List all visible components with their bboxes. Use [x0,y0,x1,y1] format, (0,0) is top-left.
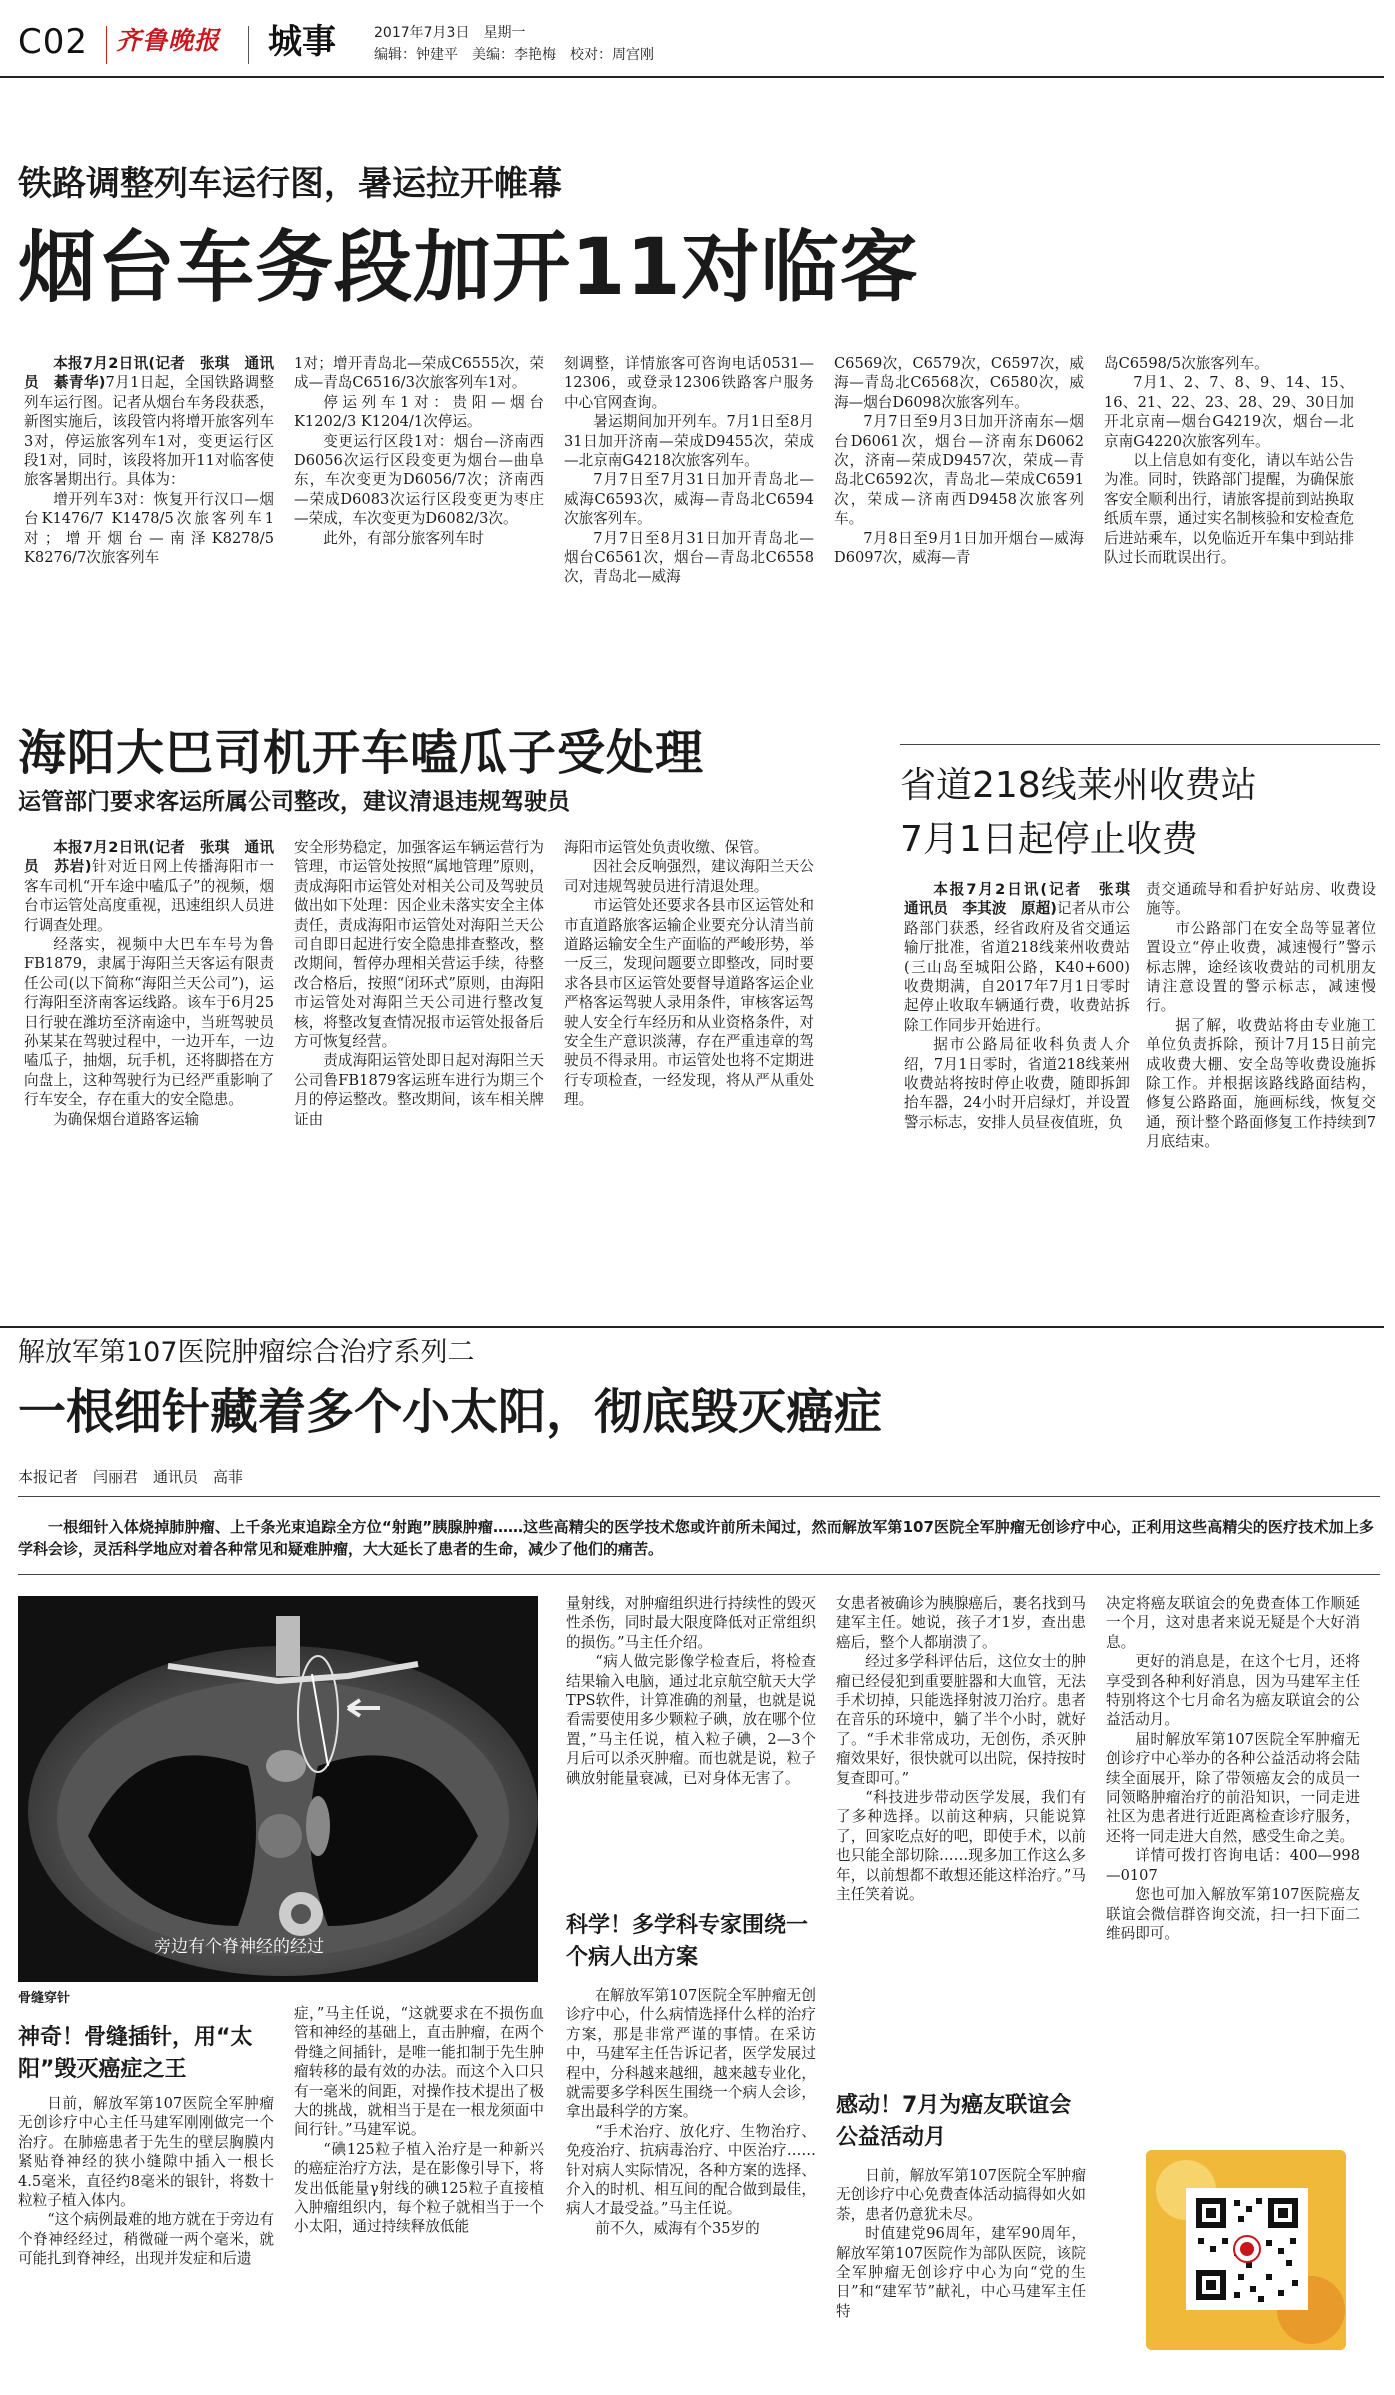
article4-paragraph: 女患者被确诊为胰腺癌后，裹名找到马建军主任。她说，孩子才1岁，查出患癌后，整个人都崩溃了。 [836,1595,1086,1651]
article2-paragraph: 市运管处还要求各县市区运管处和市直道路旅客运输企业要充分认清当前道路运输安全生产面临的严峻形势，举一反三，发现问题要立即整改，同时要求各县市区运管处要督导道路客运企业严格客运驾驶人录用条件，审核客运驾驶人安全行车经历和从业资格条件，对安全生产意识淡薄，存在严重违章的驾驶员不得录用。市运管处也将不定期进行专项检查，一经发现，将从严从重处理。 [564,897,814,1109]
article1-paragraph: 7月1、2、7、8、9、14、15、16、21、22、23、28、29、30日加开北京南—烟台G4219次，烟台—北京南G4220次旅客列车。 [1104,374,1354,450]
qr-code-poster[interactable] [1146,2150,1346,2350]
photo-overlay-text: 旁边有个脊神经的经过 [154,1937,324,1957]
article2-paragraph: 责成海阳运管处即日起对海阳兰天公司鲁FB1879客运班车进行为期三个月的停运整改。整改期间，该车相关牌证由 [294,1052,544,1128]
article1-paragraph: 7月1日起，全国铁路调整列车运行图。记者从烟台车务段获悉，新图实施后，该段管内将增开旅客列车3对，停运旅客列车1对，变更运行区段1对，同时，该段将加开11对临客使旅客暑期出行。具体为： [24,374,274,489]
article1-kicker: 铁路调整列车运行图，暑运拉开帷幕 [18,164,562,204]
article4-lead-rule-bottom [18,1574,1380,1575]
article4-paragraph: 决定将癌友联谊会的免费查体工作顺延一个月，这对患者来说无疑是个大好消息。 [1106,1595,1360,1651]
article1-paragraph: 变更运行区段1对：烟台—济南西D6056次运行区段变更为烟台—曲阜东，车次变更为D6056/7次；济南西—荣成D6083次运行区段变更为枣庄—荣成，车次变更为D6082/3次。 [294,432,544,528]
photo-caption: 骨缝穿针 [18,1991,71,2006]
article3-col-1 [904,880,1145,1132]
article1-col-1 [24,354,274,567]
article4-paragraph: 量射线，对肿瘤组织进行持续性的毁灭性杀伤，同时最大限度降低对正常组织的损伤。”马主任介绍。 [566,1595,816,1651]
article2-paragraph: 安全形势稳定，加强客运车辆运营行为管理，市运管处按照“属地管理”原则，责成海阳市运管处对相关公司及驾驶员做出如下处理：因企业未落实安全主体责任，责成海阳市运管处对海阳兰天公司自即日起进行安全隐患排查整改，整改期间，暂停办理相关营运手续，待整改合格后，按照“闭环式”原则，由海阳市运管处对海阳兰天公司进行整改复核，将整改复查情况报市运管处报备后方可恢复经营。 [294,839,544,1051]
article1-paragraph: 刻调整，详情旅客可咨询电话0531—12306，或登录12306铁路客户服务中心官网查询。 [564,355,814,411]
article4-paragraph: “病人做完影像学检查后，将检查结果输入电脑，通过北京航空航天大学TPS软件，计算准确的剂量，也就是说看需要使用多少颗粒子碘，放在哪个位置，”马主任说，植入粒子碘，2—3个月后可以杀灭肿瘤。而也就是说，粒子碘放射能量衰减，已对身体无害了。 [566,1653,816,1787]
article4-paragraph: 前不久，威海有个35岁的 [595,2219,760,2237]
article4-paragraph: 更好的消息是，在这个七月，还将享受到各种利好消息，因为马建军主任特别将这个七月命名为癌友联谊会的公益活动月。 [1106,1653,1360,1729]
article3-col-2 [1146,880,1376,1152]
article3-byline: 本报7月2日讯(记者 张琪 通讯员 李其波 原超) [904,881,1145,918]
article1-paragraph: C6569次，C6579次，C6597次，威海—青岛北C6568次，C6580次，威海—烟台D6098次旅客列车。 [834,355,1084,411]
article4-col-2 [294,2004,544,2237]
section-name: 城事 [268,22,336,62]
article1-paragraph: 以上信息如有变化，请以车站公告为准。同时，铁路部门提醒，为确保旅客安全顺利出行，请旅客提前到站换取纸质车票，通过实名制核验和安检查危后进站乘车，以免临近开车集中到站排队过长而耽误出行。 [1104,452,1354,567]
article4-paragraph: 详情可拨打咨询电话：400—998—0107 [1106,1847,1360,1884]
article2-headline: 海阳大巴司机开车嗑瓜子受处理 [18,725,705,781]
article4-col-4a [836,1594,1086,1905]
article4-col-1 [18,2094,274,2269]
article3-headline-line-2: 7月1日起停止收费 [900,819,1198,860]
article2-paragraph: 为确保烟台道路客运输 [53,1110,200,1128]
article3-paragraph: 责交通疏导和看护好站房、收费设施等。 [1146,881,1376,918]
article4-paragraph: 届时解放军第107医院全军肿瘤无创诊疗中心举办的各种公益活动将会陆续全面展开，除了带领癌友会的成员一同领略肿瘤治疗的前沿知识，一同走进社区为患者进行近距离检查诊疗服务，还将一同走进大自然，感受生命之美。 [1106,1730,1360,1845]
article1-col-4 [834,354,1084,567]
article4-col-5 [1106,1594,1360,1943]
article1-col-5 [1104,354,1354,567]
article3-paragraph: 市公路部门在安全岛等显著位置设立“停止收费，减速慢行”警示标志牌，途经该收费站的司机朋友请注意设置的警示标志，减速慢行。 [1146,919,1376,1015]
article4-paragraph: 经过多学科评估后，这位女士的肿瘤已经侵犯到重要脏器和大血管，无法手术切掉，只能选择射波刀治疗。患者在音乐的环境中，躺了半个小时，就好了。“手术非常成功，无创伤，杀灭肿瘤效果好，很快就可以出院，保持按时复查即可。” [836,1653,1086,1787]
article4-paragraph: 症，”马主任说，“这就要求在不损伤血管和神经的基础上，直击肿瘤，在两个骨缝之间插针，是唯一能扣制于先生肿瘤转移的最有效的办法。而这个入口只有一毫米的间距，对操作技术提出了极大的挑战，就相当于是在一根龙须面中间行针。”马建军说。 [294,2005,544,2139]
issue-date: 2017年7月3日 星期一 [374,25,526,41]
article3-top-rule [900,744,1380,745]
article4-paragraph: 时值建党96周年，建军90周年，解放军第107医院作为部队医院，该院全军肿瘤无创诊疗中心为向“党的生日”和“建军节”献礼，中心马建军主任特 [836,2225,1086,2320]
article2-col-3 [564,838,814,1110]
article4-paragraph: “科技进步带动医学发展，我们有了多种选择。以前这种病，只能说算了，回家吃点好的吧，即使手术，以前也只能全部切除……现多加工作这么多年，以前想都不敢想还能这样治疗。”马主任笑着说。 [836,1789,1086,1904]
article3-paragraph: 据了解，收费站将由专业施工单位负责拆除，预计7月15日前完成收费大棚、安全岛等收费设施拆除工作。并根据该路线路面结构，修复公路路面，施画标线，恢复交通，预计整个路面修复工作持续到7月底结束。 [1146,1016,1376,1151]
article4-paragraph: 日前，解放军第107医院全军肿瘤无创诊疗中心免费查体活动搞得如火如荼，患者仍意犹未尽。 [836,2167,1086,2223]
article1-paragraph: 7月8日至9月1日加开烟台—威海D6097次，威海—青 [834,529,1084,567]
article4-byline: 本报记者 闫丽君 通讯员 高菲 [18,1468,244,1486]
paper-logo: 齐鲁晚报 [116,26,221,55]
article2-paragraph: 针对近日网上传播海阳市一客车司机“开车途中嗑瓜子”的视频，烟台市运管处高度重视，迅速组织人员进行调查处理。 [24,858,274,934]
article4-top-rule [0,1326,1384,1328]
article4-paragraph: “这个病例最难的地方就在于旁边有个脊神经经过，稍微碰一两个毫米，就可能扎到脊神经，出现并发症和后遗 [18,2211,274,2268]
article4-paragraph: 日前，解放军第107医院全军肿瘤无创诊疗中心主任马建军刚刚做完一个治疗。在肺癌患者于先生的壁层胸膜内紧贴脊神经的狭小缝隙中插入一根长4.5毫米，直径约8毫米的银针，将数十粒粒子植入体内。 [18,2095,274,2210]
article4-col-3a [566,1594,816,1788]
article2-paragraph: 海阳市运管处负责收缴、保管。 [564,839,769,856]
article4-subheading-3: 感动！7月为癌友联谊会公益活动月 [836,2093,1072,2150]
article4-lead: 一根细针入体烧掉肺肿瘤、上千条光束追踪全方位“射跑”胰腺肿瘤……这些高精尖的医学技术您或许前所未闻过，然而解放军第107医院全军肿瘤无创诊疗中心，正利用这些高精尖的医疗技术加上多学科会诊，灵活科学地应对着各种常见和疑难肿瘤，大大延长了患者的生命，减少了他们的痛苦。 [18,1518,1374,1558]
article3-paragraph: 据市公路局征收科负责人介绍，7月1日零时，省道218线莱州收费站将按时停止收费，随即拆卸抬车器，24小时开启绿灯，并设置警示标志，安排人员昼夜值班，负 [904,1036,1130,1131]
article1-paragraph: 7月7日至9月3日加开济南东—烟台D6061次，烟台—济南东D6062次，济南—荣成D9457次，荣成—青岛北C6592次，青岛北—荣成C6591次，荣成—济南西D9458次旅客列车。 [834,413,1084,528]
article4-paragraph: 在解放军第107医院全军肿瘤无创诊疗中心，什么病情选择什么样的治疗方案，那是非常严谨的事情。在采访中，马建军主任告诉记者，医学发展过程中，分科越来越细，越来越专业化，就需要多学科医生围绕一个病人会诊，拿出最科学的方案。 [566,1987,816,2121]
article1-col-3 [564,354,814,587]
article4-lead-rule [18,1496,1380,1497]
article4-headline: 一根细针藏着多个小太阳，彻底毁灭癌症 [18,1384,883,1440]
article4-subheading-2: 科学！多学科专家围绕一个病人出方案 [566,1913,809,1970]
article4-paragraph: “碘125粒子植入治疗是一种新兴的癌症治疗方法，是在影像引导下，将发出低能量γ射线的碘125粒子直接植入肿瘤组织内，每个粒子就相当于一个小太阳，通过持续释放低能 [294,2140,544,2236]
article4-kicker: 解放军第107医院肿瘤综合治疗系列二 [18,1337,475,1368]
article1-paragraph: 暑运期间加开列车。7月1日至8月31日加开济南—荣成D9455次，荣成—北京南G4218次旅客列车。 [564,413,814,470]
masthead-divider [106,26,107,64]
article1-paragraph: 1对；增开青岛北—荣成C6555次，荣成—青岛C6516/3次旅客列车1对。 [294,355,544,392]
article3-paragraph: 记者从市公路部门获悉，经省政府及省交通运输厅批准，省道218线莱州收费站(三山岛至城阳公路，K40+600)收费期满，自2017年7月1日零时起停止收取车辆通行费，收费站拆除工作同步开始进行。 [904,900,1130,1034]
masthead-divider-2 [248,26,249,64]
article2-col-1 [24,838,274,1129]
article1-byline: 本报7月2日讯(记者 张琪 通讯员 綦青华) [24,355,274,392]
article1-paragraph: 岛C6598/5次旅客列车。 [1104,355,1269,372]
article2-paragraph: 因社会反响强烈，建议海阳兰天公司对违规驾驶员进行清退处理。 [564,858,814,895]
article1-paragraph: 此外，有部分旅客列车时 [323,529,484,547]
ct-scan-image [18,1596,538,1982]
editors-line: 编辑：钟建平 美编：李艳梅 校对：周宫刚 [374,47,654,63]
article1-paragraph: 增开列车3对：恢复开行汉口—烟台K1476/7 K1478/5次旅客列车1对；增开烟台—南泽K8278/5 K8276/7次旅客列车 [24,490,274,567]
qr-code-icon [1146,2150,1346,2350]
article4-subheading-1: 神奇！骨缝插针，用“太阳”毁灭癌症之王 [18,2025,253,2082]
article1-paragraph: 停运列车1对：贵阳—烟台K1202/3 K1204/1次停运。 [294,393,544,431]
article1-headline: 烟台车务段加开11对临客 [18,223,919,313]
article4-col-3b [566,1986,816,2238]
article4-paragraph: “手术治疗、放化疗、生物治疗、免疫治疗、抗病毒治疗、中医治疗……针对病人实际情况，各种方案的选择、介入的时机、相互间的配合做到最佳，病人才最受益。”马主任说。 [566,2122,816,2218]
masthead-rule [0,76,1384,78]
ct-scan-photo [18,1596,538,1982]
article2-col-2 [294,838,544,1129]
article2-byline: 本报7月2日讯(记者 张琪 通讯员 苏岩) [24,839,274,876]
article1-paragraph: 7月7日至7月31日加开青岛北—威海C6593次，威海—青岛北C6594次旅客列车。 [564,471,814,528]
page-number: C02 [18,22,89,62]
article4-paragraph: 您也可加入解放军第107医院癌友联谊会微信群咨询交流，扫一扫下面二维码即可。 [1106,1886,1360,1942]
article3-headline-line-1: 省道218线莱州收费站 [900,765,1257,806]
article4-col-4b [836,2166,1086,2321]
article1-col-2 [294,354,544,548]
article1-paragraph: 7月7日至8月31日加开青岛北—烟台C6561次，烟台—青岛北C6558次，青岛北—威海 [564,529,814,586]
article2-subhead: 运管部门要求客运所属公司整改，建议清退违规驾驶员 [18,789,570,815]
article2-paragraph: 经落实，视频中大巴车车号为鲁FB1879，隶属于海阳兰天客运有限责任公司(以下简称“海阳兰天公司”)，运行海阳至济南客运线路。该车于6月25日行驶在潍坊至济南途中，当班驾驶员孙某某在驾驶过程中，一边开车，一边嗑瓜子，抽烟，玩手机，还将脚搭在方向盘上，这种驾驶行为已经严重影响了行车安全，存在重大的安全隐患。 [24,936,274,1109]
